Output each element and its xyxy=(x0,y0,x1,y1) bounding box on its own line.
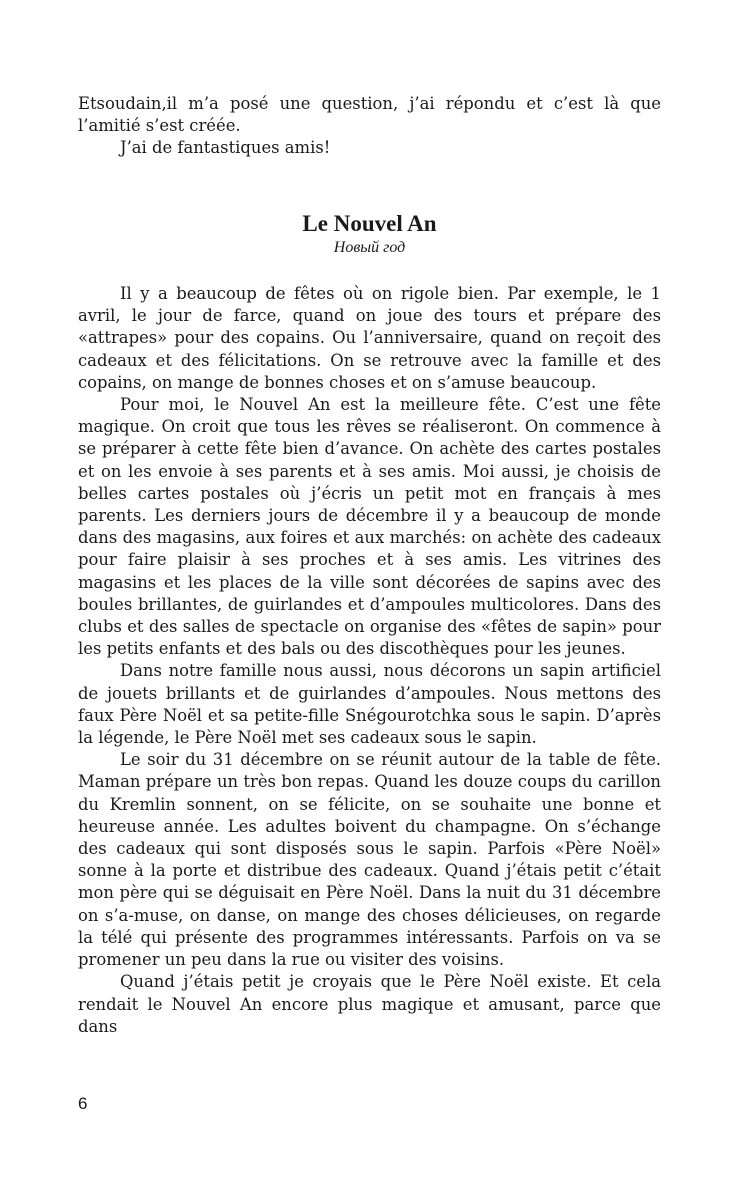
paragraph: Quand j’étais petit je croyais que le Père Noël existe. Et cela rendait le Nouvel An encore plus magique et amusant, parce que dans xyxy=(78,972,661,1036)
chapter-title: Le Nouvel An xyxy=(302,211,437,236)
chapter-heading xyxy=(78,210,661,258)
paragraph: Le soir du 31 décembre on se réunit autour de la table de fête. Maman prépare un très bon repas. Quand les douze coups du carillon du Kremlin sonnent, on se félicite, on se souhaite une bonne et heureuse année. Les adultes boivent du champagne. On s’échange des cadeaux qui sont disposés sous le sapin. Parfois «Père Noël» sonne à la porte et distribue des cadeaux. Quand j’étais petit c’était mon père qui se déguisait en Père Noël. Dans la nuit du 31 décembre on s’a-muse, on danse, on mange des choses délicieuses, on regarde la télé qui présente des programmes intéressants. Parfois on va se promener un peu dans la rue ou visiter des voisins. xyxy=(78,750,661,970)
paragraph: Etsoudain,il m’a posé une question, j’ai répondu et c’est là que l’amitié s’est créée. xyxy=(78,94,661,136)
chapter-subtitle: Новый год xyxy=(333,239,406,256)
previous-chapter-ending xyxy=(78,93,661,160)
paragraph: J’ai de fantastiques amis! xyxy=(120,138,331,158)
paragraph: Dans notre famille nous aussi, nous décorons un sapin artificiel de jouets brillants et de guirlandes d’ampoules. Nous mettons des faux Père Noël et sa petite-fille Snégourotchka sous le sapin. D’après la légende, le Père Noël met ses cadeaux sous le sapin. xyxy=(78,661,661,748)
chapter-body xyxy=(78,283,661,1038)
page-number: 6 xyxy=(78,1094,88,1113)
paragraph: Pour moi, le Nouvel An est la meilleure fête. C’est une fête magique. On croit que tous les rêves se réaliseront. On commence à se préparer à cette fête bien d’avance. On achète des cartes postales et on les envoie à ses parents et à ses amis. Moi aussi, je choisis de belles cartes postales où j’écris un petit mot en français à mes parents. Les derniers jours de décembre il y a beaucoup de monde dans des magasins, aux foires et aux marchés: on achète des cadeaux pour faire plaisir à ses proches et à ses amis. Les vitrines des magasins et les places de la ville sont décorées de sapins avec des boules brillantes, de guirlandes et d’ampoules multicolores. Dans des clubs et des salles de spectacle on organise des «fêtes de sapin» pour les petits enfants et des bals ou des discothèques pour les jeunes. xyxy=(78,395,661,659)
paragraph: Il y a beaucoup de fêtes où on rigole bien. Par exemple, le 1 avril, le jour de farce, quand on joue des tours et prépare des «attrapes» pour des copains. Ou l’anniversaire, quand on reçoit des cadeaux et des félicitations. On se retrouve avec la famille et des copains, on mange de bonnes choses et on s’amuse beaucoup. xyxy=(78,284,661,392)
